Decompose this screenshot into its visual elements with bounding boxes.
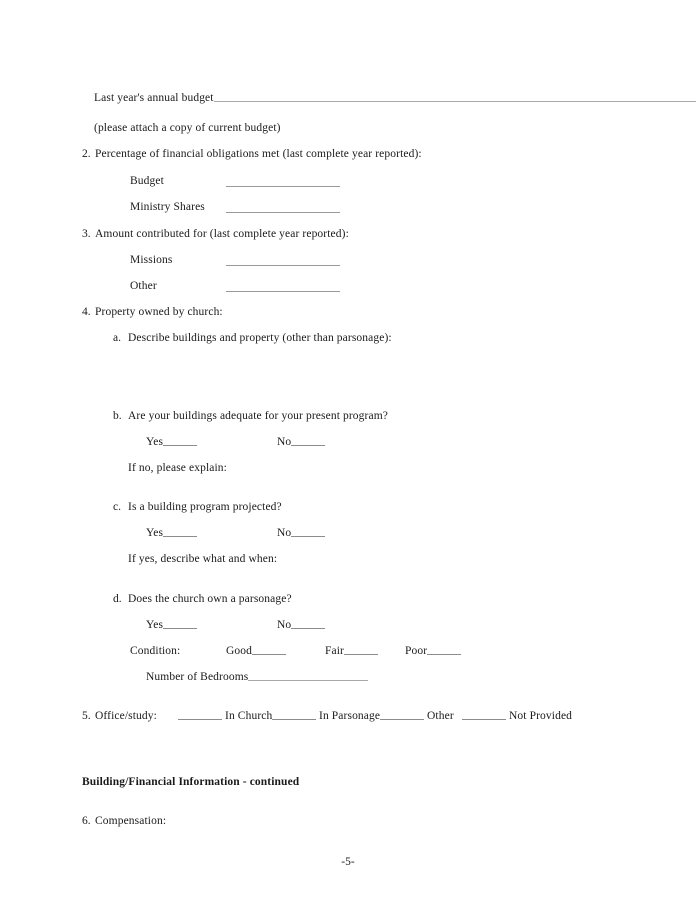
item-4c-letter: c. [113, 501, 121, 513]
office-option-other-label: Other [427, 710, 454, 722]
bedrooms-input[interactable] [248, 671, 368, 681]
office-option-in-church [178, 710, 272, 723]
field-ministry-shares-input[interactable] [226, 212, 340, 213]
item-2-number: 2. [82, 148, 91, 160]
field-missions-input[interactable] [226, 265, 340, 266]
item-4c-yes-label: Yes [146, 527, 164, 539]
item-4b-letter: b. [113, 410, 122, 422]
field-other-label: Other [130, 280, 157, 292]
item-3-number: 3. [82, 228, 91, 240]
office-option-in-church-label: In Church [225, 710, 273, 722]
item-4d-yes [146, 619, 197, 632]
condition-option-poor-label: Poor [405, 645, 428, 657]
item-4b-yes [146, 436, 197, 449]
attach-note: (please attach a copy of current budget) [94, 122, 281, 134]
item-4c-no [277, 527, 325, 540]
item-4d-letter: d. [113, 593, 122, 605]
item-5-number: 5. [82, 710, 91, 722]
item-4c-followup: If yes, describe what and when: [128, 553, 278, 565]
item-5-text: Office/study: [95, 710, 157, 722]
condition-option-good-input[interactable] [252, 645, 286, 655]
item-4-text: Property owned by church: [95, 306, 223, 318]
item-4d-no-label: No [277, 619, 292, 631]
office-option-in-parsonage-label: In Parsonage [319, 710, 381, 722]
item-4b-yes-label: Yes [146, 436, 164, 448]
item-4b-no [277, 436, 325, 449]
budget-line [94, 92, 696, 105]
item-4c-no-label: No [277, 527, 292, 539]
condition-option-good [226, 645, 286, 658]
field-ministry-shares-label: Ministry Shares [130, 201, 205, 213]
condition-option-poor-input[interactable] [427, 645, 461, 655]
bedrooms-field [146, 671, 368, 684]
item-6-number: 6. [82, 815, 91, 827]
budget-line-input[interactable] [214, 92, 696, 102]
item-4-number: 4. [82, 306, 91, 318]
condition-option-poor [405, 645, 461, 658]
item-4b-no-label: No [277, 436, 292, 448]
field-budget-label: Budget [130, 175, 164, 187]
office-option-other [380, 710, 454, 723]
condition-option-fair [325, 645, 378, 658]
item-4c-no-input[interactable] [291, 527, 325, 537]
item-4d-no [277, 619, 325, 632]
item-2-text: Percentage of financial obligations met (last complete year reported): [95, 148, 422, 160]
item-3-text: Amount contributed for (last complete year reported): [95, 228, 349, 240]
field-missions-label: Missions [130, 254, 173, 266]
office-option-in-church-input[interactable] [178, 710, 222, 720]
field-budget-input[interactable] [226, 186, 340, 187]
condition-option-fair-label: Fair [325, 645, 344, 657]
item-4c-yes-input[interactable] [163, 527, 197, 537]
page-number: -5- [341, 856, 355, 868]
office-option-in-parsonage [272, 710, 380, 723]
office-option-not-provided-input[interactable] [462, 710, 506, 720]
condition-option-fair-input[interactable] [344, 645, 378, 655]
office-option-not-provided-label: Not Provided [509, 710, 573, 722]
condition-label: Condition: [130, 645, 181, 657]
bedrooms-label: Number of Bedrooms [146, 671, 249, 683]
item-4c-text: Is a building program projected? [128, 501, 282, 513]
item-4a-text: Describe buildings and property (other than parsonage): [128, 332, 392, 344]
item-4b-yes-input[interactable] [163, 436, 197, 446]
item-6-text: Compensation: [95, 815, 167, 827]
item-4b-followup: If no, please explain: [128, 462, 227, 474]
office-option-not-provided [462, 710, 572, 723]
item-4a-letter: a. [113, 332, 121, 344]
item-4d-no-input[interactable] [291, 619, 325, 629]
item-4c-yes [146, 527, 197, 540]
section-heading: Building/Financial Information - continued [82, 776, 300, 788]
item-4d-yes-input[interactable] [163, 619, 197, 629]
office-option-other-input[interactable] [380, 710, 424, 720]
item-4d-text: Does the church own a parsonage? [128, 593, 292, 605]
office-option-in-parsonage-input[interactable] [272, 710, 316, 720]
item-4b-no-input[interactable] [291, 436, 325, 446]
item-4d-yes-label: Yes [146, 619, 164, 631]
item-4b-text: Are your buildings adequate for your present program? [128, 410, 388, 422]
budget-line-label: Last year's annual budget [94, 92, 214, 104]
condition-option-good-label: Good [226, 645, 253, 657]
field-other-input[interactable] [226, 291, 340, 292]
